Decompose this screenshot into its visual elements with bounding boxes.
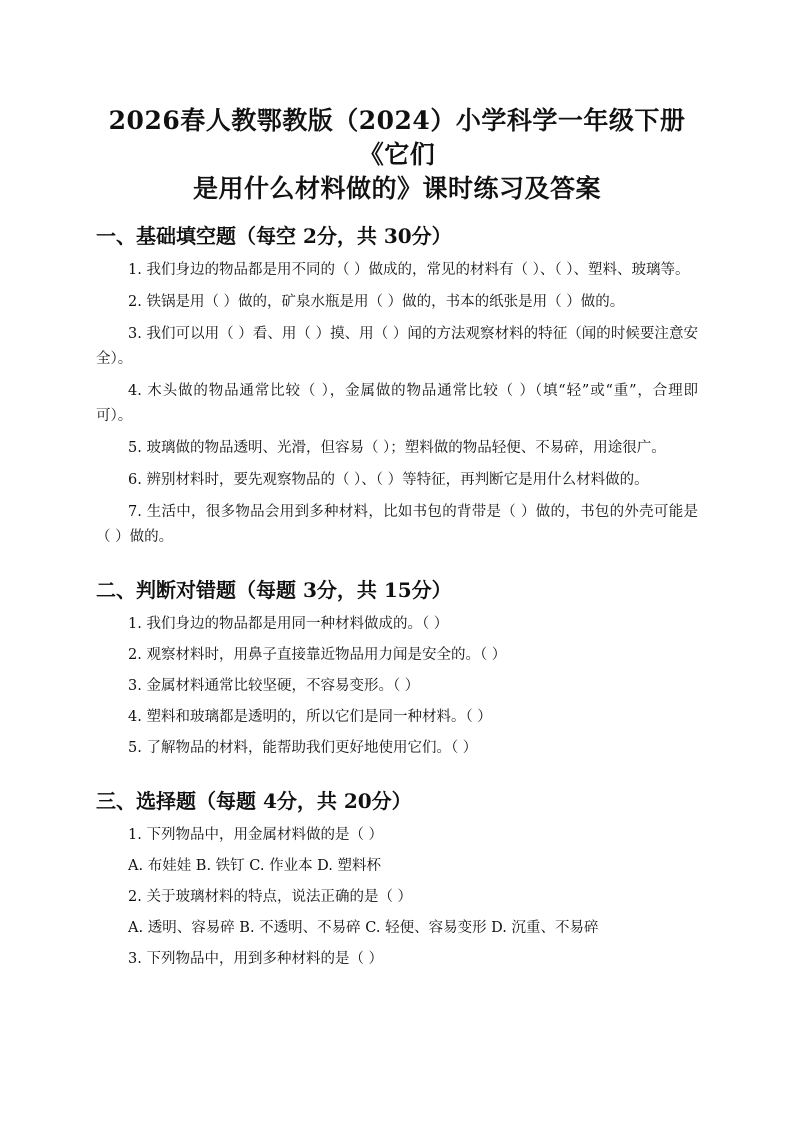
tf-question-2: 2. 观察材料时，用鼻子直接靠近物品用力闻是安全的。（ ） bbox=[128, 647, 507, 663]
section-heading-true-false: 二、判断对错题（每题 3分，共 15分） bbox=[96, 578, 452, 602]
fill-in-questions bbox=[96, 258, 698, 550]
page-title bbox=[96, 104, 698, 206]
section-heading-fill-in: 一、基础填空题（每空 2分，共 30分） bbox=[96, 224, 452, 248]
tf-question-5: 5. 了解物品的材料，能帮助我们更好地使用它们。（ ） bbox=[128, 740, 478, 756]
choice-question-2: 2. 关于玻璃材料的特点，说法正确的是（ ） bbox=[128, 889, 413, 905]
tf-question-4: 4. 塑料和玻璃都是透明的，所以它们是同一种材料。（ ） bbox=[128, 709, 492, 725]
tf-question-1: 1. 我们身边的物品都是用同一种材料做成的。（ ） bbox=[128, 616, 449, 632]
choice-question-2-options: A. 透明、容易碎 B. 不透明、不易碎 C. 轻便、容易变形 D. 沉重、不易碎 bbox=[128, 920, 599, 936]
section-heading-multiple-choice: 三、选择题（每题 4分，共 20分） bbox=[96, 789, 412, 813]
title-line-1: 2026春人教鄂教版（2024）小学科学一年级下册《它们 bbox=[108, 106, 686, 169]
choice-question-3: 3. 下列物品中，用到多种材料的是（ ） bbox=[128, 951, 384, 967]
fill-question-5: 5. 玻璃做的物品透明、光滑，但容易（ ）；塑料做的物品轻便、不易碎，用途很广。 bbox=[128, 440, 666, 456]
title-line-2: 是用什么材料做的》课时练习及答案 bbox=[192, 174, 601, 203]
tf-question-3: 3. 金属材料通常比较坚硬，不容易变形。（ ） bbox=[128, 678, 420, 694]
choice-question-1: 1. 下列物品中，用金属材料做的是（ ） bbox=[128, 827, 384, 843]
choice-question-1-options: A. 布娃娃 B. 铁钉 C. 作业本 D. 塑料杯 bbox=[128, 858, 382, 874]
fill-question-7: 7. 生活中，很多物品会用到多种材料，比如书包的背带是（ ）做的，书包的外壳可能是（ ）做的。 bbox=[96, 504, 698, 545]
true-false-questions bbox=[96, 612, 698, 761]
multiple-choice-questions bbox=[96, 823, 698, 972]
fill-question-6: 6. 辨别材料时，要先观察物品的（ ）、（ ）等特征，再判断它是用什么材料做的。 bbox=[128, 472, 649, 488]
fill-question-1: 1. 我们身边的物品都是用不同的（ ）做成的，常见的材料有（ ）、（ ）、塑料、玻璃等。 bbox=[128, 262, 690, 278]
fill-question-4: 4. 木头做的物品通常比较（ ），金属做的物品通常比较（ ）（填“轻”或“重”，合理即可）。 bbox=[96, 383, 698, 424]
fill-question-2: 2. 铁锅是用（ ）做的，矿泉水瓶是用（ ）做的，书本的纸张是用（ ）做的。 bbox=[128, 294, 625, 310]
fill-question-3: 3. 我们可以用（ ）看、用（ ）摸、用（ ）闻的方法观察材料的特征（闻的时候要注意安全）。 bbox=[96, 326, 698, 367]
